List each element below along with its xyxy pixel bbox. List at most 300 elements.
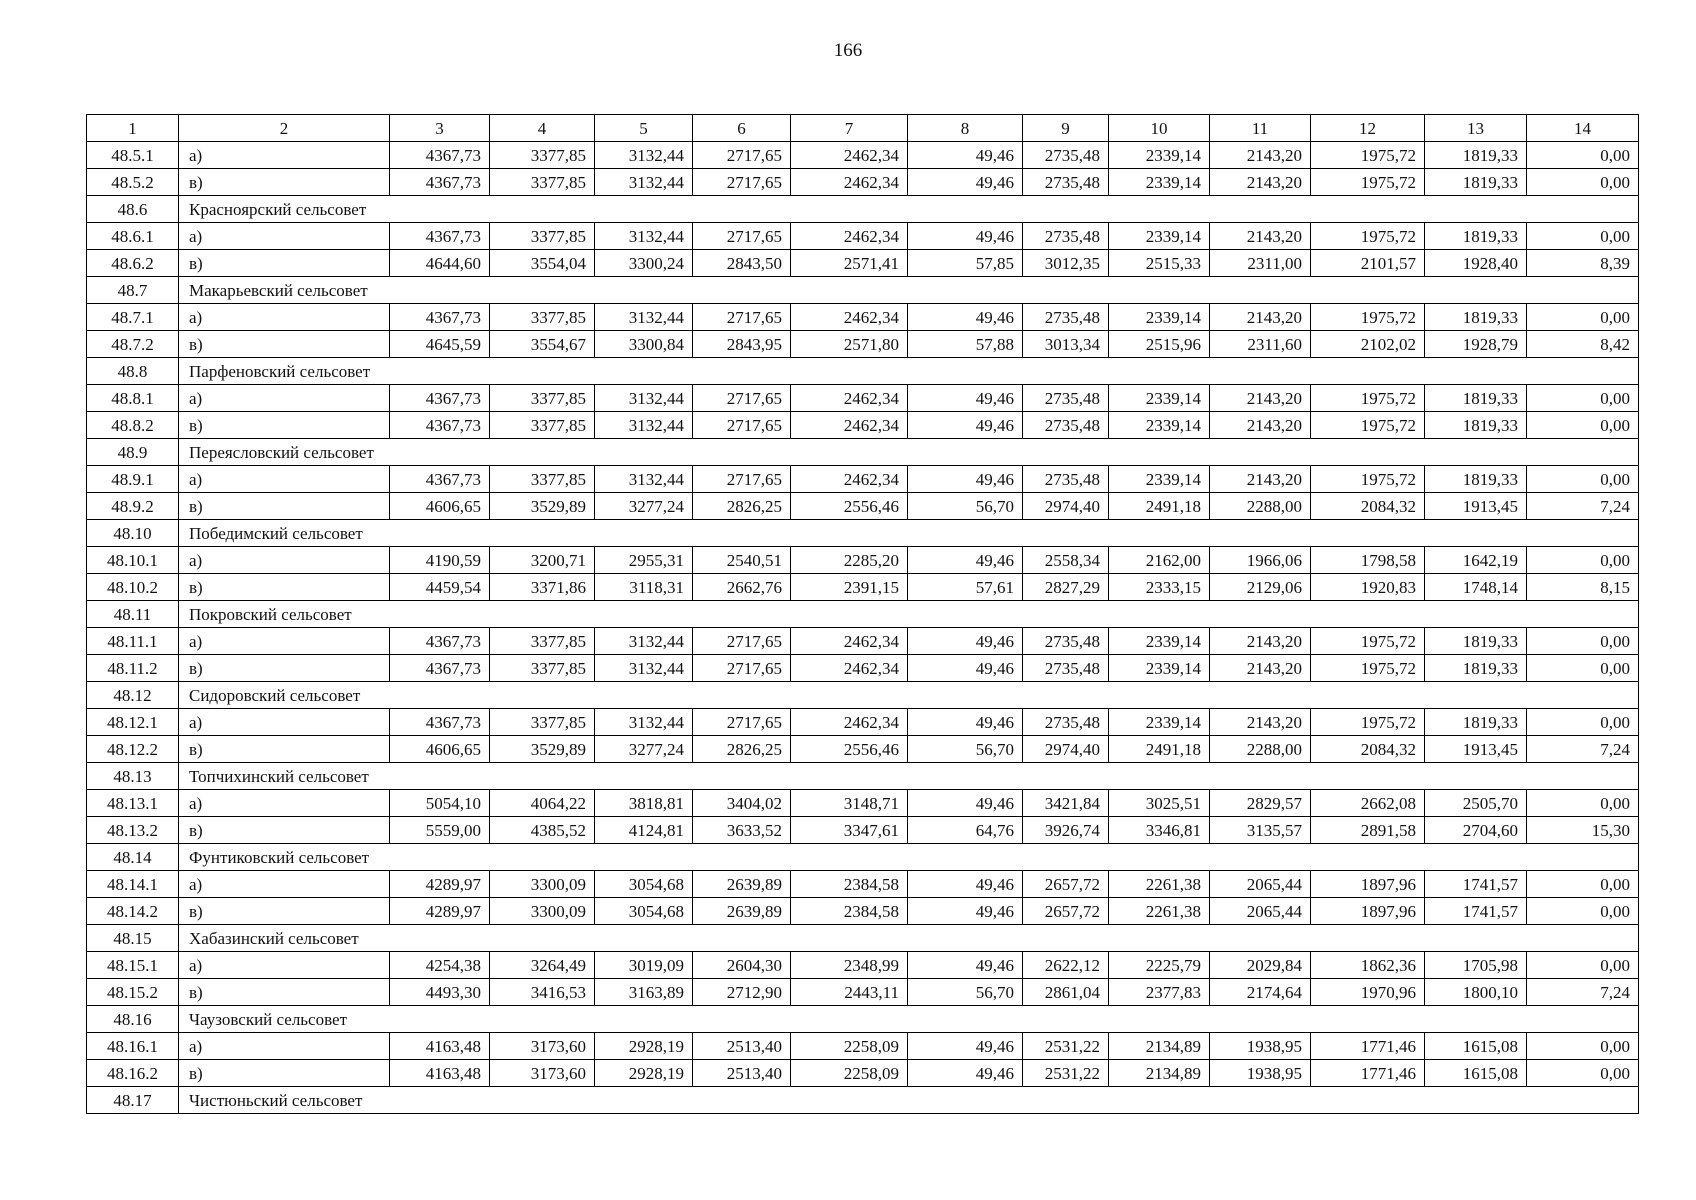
column-header: 3 bbox=[390, 115, 490, 142]
table-cell: 0,00 bbox=[1527, 169, 1639, 196]
table-cell: 2974,40 bbox=[1023, 736, 1109, 763]
table-cell: 3200,71 bbox=[490, 547, 595, 574]
table-cell: 0,00 bbox=[1527, 412, 1639, 439]
table-cell: 2377,83 bbox=[1109, 979, 1210, 1006]
row-label: а) bbox=[179, 547, 390, 574]
table-cell: 1642,19 bbox=[1425, 547, 1527, 574]
table-cell: 4644,60 bbox=[390, 250, 490, 277]
table-cell: 1928,40 bbox=[1425, 250, 1527, 277]
table-cell: 1975,72 bbox=[1311, 466, 1425, 493]
table-cell: 3132,44 bbox=[595, 709, 693, 736]
table-cell: 2735,48 bbox=[1023, 412, 1109, 439]
table-cell: 49,46 bbox=[908, 223, 1023, 250]
table-row bbox=[87, 709, 1639, 736]
table-cell: 3264,49 bbox=[490, 952, 595, 979]
section-row bbox=[87, 682, 1639, 709]
section-row bbox=[87, 1087, 1639, 1114]
table-cell: 2384,58 bbox=[791, 898, 908, 925]
row-code: 48.10 bbox=[87, 520, 179, 547]
row-label: в) bbox=[179, 898, 390, 925]
table-cell: 49,46 bbox=[908, 304, 1023, 331]
row-label: в) bbox=[179, 979, 390, 1006]
table-cell: 2662,08 bbox=[1311, 790, 1425, 817]
table-row bbox=[87, 871, 1639, 898]
table-cell: 2717,65 bbox=[693, 304, 791, 331]
table-cell: 2348,99 bbox=[791, 952, 908, 979]
table-cell: 2339,14 bbox=[1109, 466, 1210, 493]
table-cell: 4367,73 bbox=[390, 709, 490, 736]
row-code: 48.10.2 bbox=[87, 574, 179, 601]
table-cell: 2717,65 bbox=[693, 169, 791, 196]
table-cell: 2258,09 bbox=[791, 1060, 908, 1087]
table-cell: 2333,15 bbox=[1109, 574, 1210, 601]
table-cell: 4606,65 bbox=[390, 736, 490, 763]
row-code: 48.5.2 bbox=[87, 169, 179, 196]
column-header: 10 bbox=[1109, 115, 1210, 142]
table-cell: 2735,48 bbox=[1023, 169, 1109, 196]
table-cell: 3173,60 bbox=[490, 1060, 595, 1087]
column-header: 11 bbox=[1210, 115, 1311, 142]
row-label: в) bbox=[179, 1060, 390, 1087]
table-cell: 0,00 bbox=[1527, 655, 1639, 682]
row-code: 48.7 bbox=[87, 277, 179, 304]
table-cell: 2717,65 bbox=[693, 412, 791, 439]
table-cell: 49,46 bbox=[908, 1060, 1023, 1087]
section-title: Чистюньский сельсовет bbox=[179, 1087, 1639, 1114]
table-row bbox=[87, 250, 1639, 277]
table-cell: 3300,84 bbox=[595, 331, 693, 358]
table-cell: 2462,34 bbox=[791, 142, 908, 169]
table-cell: 2143,20 bbox=[1210, 466, 1311, 493]
column-header: 2 bbox=[179, 115, 390, 142]
table-cell: 2285,20 bbox=[791, 547, 908, 574]
table-cell: 2339,14 bbox=[1109, 142, 1210, 169]
table-cell: 3132,44 bbox=[595, 412, 693, 439]
row-label: в) bbox=[179, 331, 390, 358]
table-cell: 49,46 bbox=[908, 790, 1023, 817]
table-cell: 1771,46 bbox=[1311, 1060, 1425, 1087]
table-cell: 2339,14 bbox=[1109, 628, 1210, 655]
section-title: Фунтиковский сельсовет bbox=[179, 844, 1639, 871]
table-cell: 2143,20 bbox=[1210, 709, 1311, 736]
table-cell: 1819,33 bbox=[1425, 142, 1527, 169]
row-code: 48.8.1 bbox=[87, 385, 179, 412]
row-label: в) bbox=[179, 655, 390, 682]
table-cell: 2639,89 bbox=[693, 871, 791, 898]
table-cell: 1975,72 bbox=[1311, 709, 1425, 736]
table-cell: 3416,53 bbox=[490, 979, 595, 1006]
header-row bbox=[87, 115, 1639, 142]
table-cell: 3132,44 bbox=[595, 304, 693, 331]
table-cell: 1975,72 bbox=[1311, 142, 1425, 169]
table-cell: 1920,83 bbox=[1311, 574, 1425, 601]
table-cell: 49,46 bbox=[908, 952, 1023, 979]
row-label: а) bbox=[179, 790, 390, 817]
table-cell: 3377,85 bbox=[490, 709, 595, 736]
table-row bbox=[87, 1060, 1639, 1087]
table-cell: 1897,96 bbox=[1311, 898, 1425, 925]
table-cell: 1819,33 bbox=[1425, 385, 1527, 412]
table-cell: 2339,14 bbox=[1109, 655, 1210, 682]
table-cell: 2462,34 bbox=[791, 304, 908, 331]
table-cell: 3377,85 bbox=[490, 169, 595, 196]
table-cell: 2657,72 bbox=[1023, 898, 1109, 925]
section-title: Топчихинский сельсовет bbox=[179, 763, 1639, 790]
table-cell: 3054,68 bbox=[595, 898, 693, 925]
table-cell: 1938,95 bbox=[1210, 1060, 1311, 1087]
table-row bbox=[87, 412, 1639, 439]
table-cell: 2134,89 bbox=[1109, 1033, 1210, 1060]
table-cell: 2513,40 bbox=[693, 1033, 791, 1060]
row-code: 48.16.1 bbox=[87, 1033, 179, 1060]
table-cell: 8,39 bbox=[1527, 250, 1639, 277]
table-cell: 49,46 bbox=[908, 655, 1023, 682]
row-code: 48.9.1 bbox=[87, 466, 179, 493]
table-cell: 2556,46 bbox=[791, 493, 908, 520]
table-cell: 0,00 bbox=[1527, 628, 1639, 655]
section-row bbox=[87, 925, 1639, 952]
section-title: Покровский сельсовет bbox=[179, 601, 1639, 628]
row-label: а) bbox=[179, 142, 390, 169]
table-cell: 2143,20 bbox=[1210, 628, 1311, 655]
table-cell: 2571,80 bbox=[791, 331, 908, 358]
table-cell: 2029,84 bbox=[1210, 952, 1311, 979]
table-cell: 1819,33 bbox=[1425, 655, 1527, 682]
table-cell: 2826,25 bbox=[693, 493, 791, 520]
row-code: 48.12.1 bbox=[87, 709, 179, 736]
table-cell: 2443,11 bbox=[791, 979, 908, 1006]
table-cell: 2084,32 bbox=[1311, 736, 1425, 763]
table-cell: 3013,34 bbox=[1023, 331, 1109, 358]
row-code: 48.11.2 bbox=[87, 655, 179, 682]
table-cell: 1913,45 bbox=[1425, 736, 1527, 763]
row-code: 48.16.2 bbox=[87, 1060, 179, 1087]
table-cell: 49,46 bbox=[908, 412, 1023, 439]
table-cell: 3118,31 bbox=[595, 574, 693, 601]
section-title: Макарьевский сельсовет bbox=[179, 277, 1639, 304]
table-cell: 2717,65 bbox=[693, 628, 791, 655]
table-cell: 1819,33 bbox=[1425, 412, 1527, 439]
row-label: в) bbox=[179, 736, 390, 763]
row-code: 48.6 bbox=[87, 196, 179, 223]
table-cell: 2143,20 bbox=[1210, 223, 1311, 250]
table-row bbox=[87, 493, 1639, 520]
table-cell: 2540,51 bbox=[693, 547, 791, 574]
table-cell: 2065,44 bbox=[1210, 871, 1311, 898]
table-cell: 3377,85 bbox=[490, 142, 595, 169]
table-cell: 4367,73 bbox=[390, 304, 490, 331]
table-row bbox=[87, 466, 1639, 493]
table-cell: 4367,73 bbox=[390, 223, 490, 250]
section-row bbox=[87, 196, 1639, 223]
row-code: 48.14 bbox=[87, 844, 179, 871]
table-cell: 49,46 bbox=[908, 547, 1023, 574]
table-cell: 1771,46 bbox=[1311, 1033, 1425, 1060]
row-label: в) bbox=[179, 817, 390, 844]
table-cell: 2843,50 bbox=[693, 250, 791, 277]
table-cell: 2717,65 bbox=[693, 385, 791, 412]
section-title: Красноярский сельсовет bbox=[179, 196, 1639, 223]
table-cell: 1615,08 bbox=[1425, 1033, 1527, 1060]
table-cell: 1975,72 bbox=[1311, 628, 1425, 655]
row-code: 48.9.2 bbox=[87, 493, 179, 520]
table-cell: 8,42 bbox=[1527, 331, 1639, 358]
table-cell: 3148,71 bbox=[791, 790, 908, 817]
table-cell: 2928,19 bbox=[595, 1033, 693, 1060]
table-cell: 2462,34 bbox=[791, 628, 908, 655]
table-cell: 56,70 bbox=[908, 736, 1023, 763]
table-cell: 4645,59 bbox=[390, 331, 490, 358]
table-cell: 8,15 bbox=[1527, 574, 1639, 601]
row-code: 48.10.1 bbox=[87, 547, 179, 574]
table-cell: 2134,89 bbox=[1109, 1060, 1210, 1087]
row-code: 48.14.1 bbox=[87, 871, 179, 898]
table-cell: 1913,45 bbox=[1425, 493, 1527, 520]
table-cell: 3300,24 bbox=[595, 250, 693, 277]
table-cell: 4367,73 bbox=[390, 412, 490, 439]
table-cell: 2462,34 bbox=[791, 412, 908, 439]
table-cell: 2462,34 bbox=[791, 655, 908, 682]
table-cell: 5559,00 bbox=[390, 817, 490, 844]
table-cell: 4459,54 bbox=[390, 574, 490, 601]
table-cell: 3173,60 bbox=[490, 1033, 595, 1060]
row-label: а) bbox=[179, 871, 390, 898]
row-label: а) bbox=[179, 385, 390, 412]
row-code: 48.7.2 bbox=[87, 331, 179, 358]
row-label: в) bbox=[179, 412, 390, 439]
table-cell: 0,00 bbox=[1527, 871, 1639, 898]
table-row bbox=[87, 790, 1639, 817]
table-cell: 2311,00 bbox=[1210, 250, 1311, 277]
table-cell: 2735,48 bbox=[1023, 655, 1109, 682]
table-cell: 2861,04 bbox=[1023, 979, 1109, 1006]
table-cell: 1975,72 bbox=[1311, 655, 1425, 682]
table-cell: 2515,33 bbox=[1109, 250, 1210, 277]
table-cell: 4254,38 bbox=[390, 952, 490, 979]
table-cell: 2604,30 bbox=[693, 952, 791, 979]
table-cell: 4606,65 bbox=[390, 493, 490, 520]
table-cell: 7,24 bbox=[1527, 979, 1639, 1006]
row-code: 48.5.1 bbox=[87, 142, 179, 169]
row-code: 48.15 bbox=[87, 925, 179, 952]
row-code: 48.13 bbox=[87, 763, 179, 790]
column-header: 12 bbox=[1311, 115, 1425, 142]
table-cell: 1975,72 bbox=[1311, 304, 1425, 331]
table-cell: 2735,48 bbox=[1023, 709, 1109, 736]
table-cell: 4367,73 bbox=[390, 655, 490, 682]
table-cell: 2735,48 bbox=[1023, 304, 1109, 331]
table-cell: 0,00 bbox=[1527, 304, 1639, 331]
table-cell: 3132,44 bbox=[595, 466, 693, 493]
section-row bbox=[87, 601, 1639, 628]
column-header: 13 bbox=[1425, 115, 1527, 142]
table-cell: 2462,34 bbox=[791, 223, 908, 250]
table-cell: 2288,00 bbox=[1210, 736, 1311, 763]
table-cell: 1966,06 bbox=[1210, 547, 1311, 574]
table-cell: 0,00 bbox=[1527, 223, 1639, 250]
table-row bbox=[87, 547, 1639, 574]
table-row bbox=[87, 655, 1639, 682]
row-code: 48.12.2 bbox=[87, 736, 179, 763]
table-cell: 2339,14 bbox=[1109, 385, 1210, 412]
table-cell: 0,00 bbox=[1527, 898, 1639, 925]
table-row bbox=[87, 331, 1639, 358]
table-cell: 1975,72 bbox=[1311, 385, 1425, 412]
row-label: в) bbox=[179, 493, 390, 520]
table-cell: 3132,44 bbox=[595, 628, 693, 655]
table-cell: 3377,85 bbox=[490, 412, 595, 439]
table-cell: 57,61 bbox=[908, 574, 1023, 601]
column-header: 5 bbox=[595, 115, 693, 142]
table-cell: 2657,72 bbox=[1023, 871, 1109, 898]
table-cell: 2662,76 bbox=[693, 574, 791, 601]
table-cell: 1862,36 bbox=[1311, 952, 1425, 979]
column-header: 9 bbox=[1023, 115, 1109, 142]
table-cell: 3132,44 bbox=[595, 169, 693, 196]
row-code: 48.8.2 bbox=[87, 412, 179, 439]
row-code: 48.16 bbox=[87, 1006, 179, 1033]
section-row bbox=[87, 277, 1639, 304]
table-cell: 2513,40 bbox=[693, 1060, 791, 1087]
table-cell: 3019,09 bbox=[595, 952, 693, 979]
table-cell: 2143,20 bbox=[1210, 142, 1311, 169]
row-label: а) bbox=[179, 709, 390, 736]
row-code: 48.12 bbox=[87, 682, 179, 709]
table-cell: 3300,09 bbox=[490, 871, 595, 898]
table-cell: 49,46 bbox=[908, 709, 1023, 736]
table-cell: 3132,44 bbox=[595, 385, 693, 412]
table-cell: 1975,72 bbox=[1311, 169, 1425, 196]
table-cell: 2491,18 bbox=[1109, 736, 1210, 763]
table-cell: 4124,81 bbox=[595, 817, 693, 844]
table-cell: 3132,44 bbox=[595, 655, 693, 682]
table-cell: 2717,65 bbox=[693, 142, 791, 169]
table-cell: 0,00 bbox=[1527, 385, 1639, 412]
table-cell: 56,70 bbox=[908, 493, 1023, 520]
row-code: 48.11.1 bbox=[87, 628, 179, 655]
table-cell: 2735,48 bbox=[1023, 628, 1109, 655]
table-cell: 3377,85 bbox=[490, 304, 595, 331]
table-cell: 3554,04 bbox=[490, 250, 595, 277]
table-cell: 1975,72 bbox=[1311, 412, 1425, 439]
table-cell: 1970,96 bbox=[1311, 979, 1425, 1006]
table-cell: 2339,14 bbox=[1109, 412, 1210, 439]
table-cell: 2735,48 bbox=[1023, 385, 1109, 412]
table-cell: 5054,10 bbox=[390, 790, 490, 817]
table-cell: 2515,96 bbox=[1109, 331, 1210, 358]
row-code: 48.15.1 bbox=[87, 952, 179, 979]
row-label: а) bbox=[179, 952, 390, 979]
table-cell: 3377,85 bbox=[490, 466, 595, 493]
table-cell: 1798,58 bbox=[1311, 547, 1425, 574]
table-row bbox=[87, 304, 1639, 331]
table-cell: 4493,30 bbox=[390, 979, 490, 1006]
tariff-table bbox=[86, 114, 1639, 1114]
table-cell: 2704,60 bbox=[1425, 817, 1527, 844]
table-cell: 49,46 bbox=[908, 871, 1023, 898]
table-cell: 2339,14 bbox=[1109, 709, 1210, 736]
row-code: 48.6.1 bbox=[87, 223, 179, 250]
row-code: 48.6.2 bbox=[87, 250, 179, 277]
table-cell: 0,00 bbox=[1527, 547, 1639, 574]
table-cell: 2955,31 bbox=[595, 547, 693, 574]
table-cell: 2717,65 bbox=[693, 655, 791, 682]
table-cell: 2826,25 bbox=[693, 736, 791, 763]
table-cell: 3025,51 bbox=[1109, 790, 1210, 817]
table-cell: 2311,60 bbox=[1210, 331, 1311, 358]
section-title: Чаузовский сельсовет bbox=[179, 1006, 1639, 1033]
table-cell: 2225,79 bbox=[1109, 952, 1210, 979]
table-cell: 2261,38 bbox=[1109, 898, 1210, 925]
table-cell: 1928,79 bbox=[1425, 331, 1527, 358]
table-cell: 7,24 bbox=[1527, 736, 1639, 763]
table-cell: 4163,48 bbox=[390, 1060, 490, 1087]
table-row bbox=[87, 628, 1639, 655]
row-label: а) bbox=[179, 466, 390, 493]
section-row bbox=[87, 439, 1639, 466]
table-cell: 3163,89 bbox=[595, 979, 693, 1006]
table-cell: 2531,22 bbox=[1023, 1033, 1109, 1060]
table-cell: 1741,57 bbox=[1425, 898, 1527, 925]
table-cell: 2717,65 bbox=[693, 223, 791, 250]
table-cell: 1819,33 bbox=[1425, 169, 1527, 196]
table-cell: 1819,33 bbox=[1425, 223, 1527, 250]
table-cell: 1800,10 bbox=[1425, 979, 1527, 1006]
row-label: в) bbox=[179, 250, 390, 277]
table-cell: 49,46 bbox=[908, 169, 1023, 196]
page-number: 166 bbox=[833, 40, 863, 61]
table-cell: 3377,85 bbox=[490, 655, 595, 682]
table-cell: 1938,95 bbox=[1210, 1033, 1311, 1060]
column-header: 4 bbox=[490, 115, 595, 142]
table-cell: 2288,00 bbox=[1210, 493, 1311, 520]
section-title: Парфеновский сельсовет bbox=[179, 358, 1639, 385]
table-cell: 7,24 bbox=[1527, 493, 1639, 520]
table-cell: 49,46 bbox=[908, 898, 1023, 925]
row-code: 48.15.2 bbox=[87, 979, 179, 1006]
table-cell: 3926,74 bbox=[1023, 817, 1109, 844]
section-title: Переясловский сельсовет bbox=[179, 439, 1639, 466]
table-body bbox=[87, 115, 1639, 1114]
section-title: Победимский сельсовет bbox=[179, 520, 1639, 547]
table-cell: 3633,52 bbox=[693, 817, 791, 844]
section-title: Хабазинский сельсовет bbox=[179, 925, 1639, 952]
table-cell: 4367,73 bbox=[390, 385, 490, 412]
table-cell: 1705,98 bbox=[1425, 952, 1527, 979]
table-cell: 3300,09 bbox=[490, 898, 595, 925]
row-code: 48.17 bbox=[87, 1087, 179, 1114]
table-cell: 3132,44 bbox=[595, 223, 693, 250]
table-cell: 2622,12 bbox=[1023, 952, 1109, 979]
table-cell: 2974,40 bbox=[1023, 493, 1109, 520]
section-row bbox=[87, 358, 1639, 385]
table-cell: 2174,64 bbox=[1210, 979, 1311, 1006]
table-cell: 4385,52 bbox=[490, 817, 595, 844]
table-cell: 2462,34 bbox=[791, 169, 908, 196]
table-row bbox=[87, 979, 1639, 1006]
table-cell: 2339,14 bbox=[1109, 304, 1210, 331]
table-cell: 4064,22 bbox=[490, 790, 595, 817]
column-header: 14 bbox=[1527, 115, 1639, 142]
table-cell: 3404,02 bbox=[693, 790, 791, 817]
table-cell: 1819,33 bbox=[1425, 709, 1527, 736]
table-cell: 3377,85 bbox=[490, 223, 595, 250]
table-cell: 2558,34 bbox=[1023, 547, 1109, 574]
table-cell: 2462,34 bbox=[791, 385, 908, 412]
table-cell: 3421,84 bbox=[1023, 790, 1109, 817]
row-code: 48.11 bbox=[87, 601, 179, 628]
section-title: Сидоровский сельсовет bbox=[179, 682, 1639, 709]
